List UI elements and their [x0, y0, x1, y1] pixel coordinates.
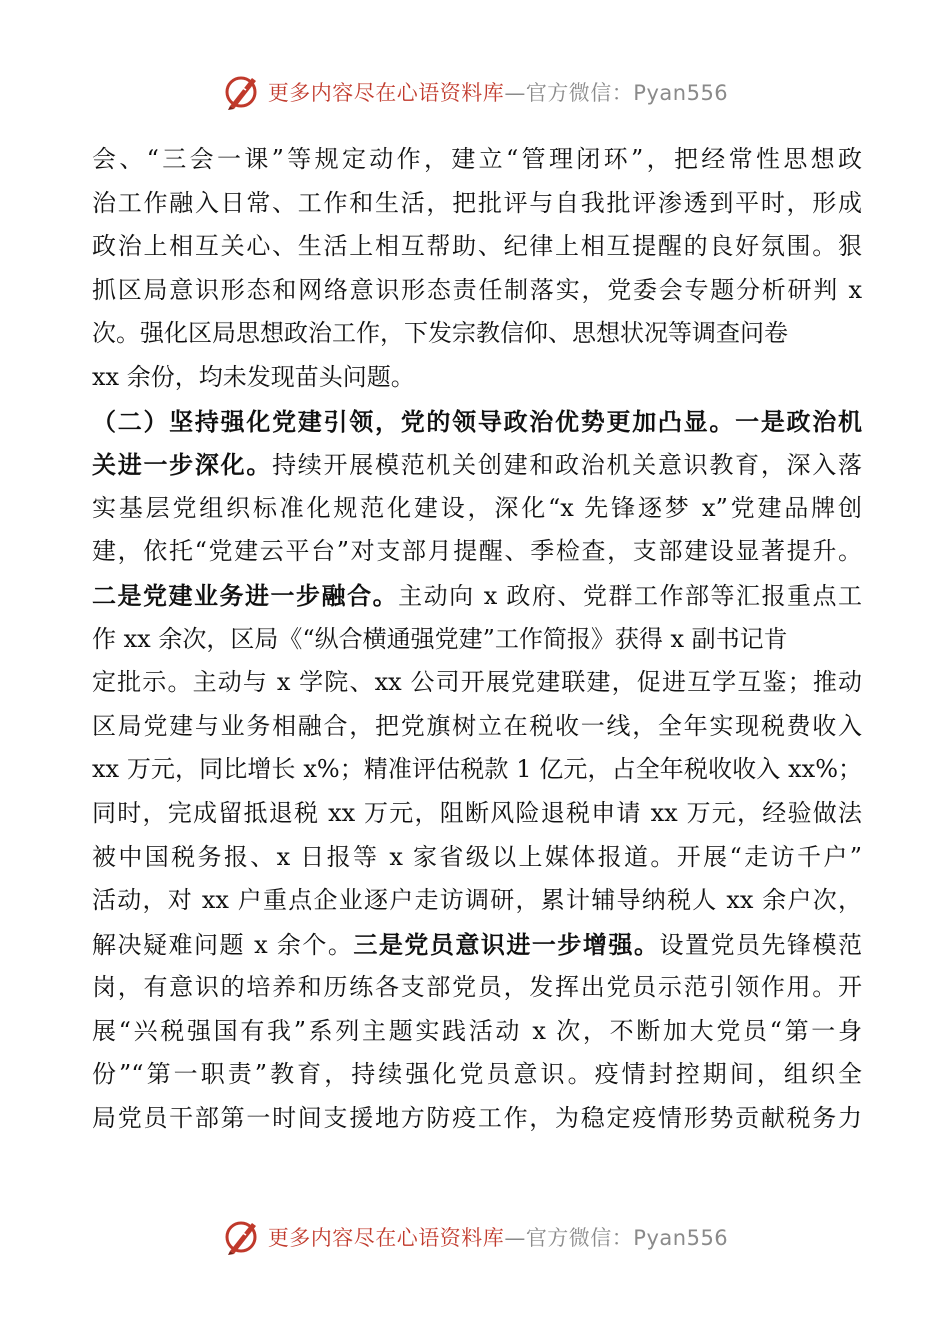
text-segment: xx 万元，同比增长 x%；精准评估税款 1 亿元，占全年税收收入 xx%；: [92, 755, 862, 784]
bold-heading-segment: （二）坚持强化党建引领，党的领导政治优势更加凸显。一是政治机: [92, 406, 862, 436]
watermark-text: 更多内容尽在心语资料库—官方微信：Pyan556: [267, 1226, 729, 1250]
text-line: [92, 966, 862, 1010]
document-body: [92, 138, 862, 1141]
bold-heading-segment: 关进一步深化。: [92, 450, 273, 480]
text-segment: 治工作融入日常、工作和生活，把批评与自我批评渗透到平时，形成: [92, 188, 862, 217]
text-segment: 实基层党组织标准化规范化建设，深化“x 先锋逐梦 x”党建品牌创: [92, 493, 862, 522]
text-segment: 政治上相互关心、生活上相互帮助、纪律上相互提醒的良好氛围。狠: [92, 232, 862, 261]
text-segment: 主动向 x 政府、党群工作部等汇报重点工: [398, 581, 862, 610]
text-segment: 被中国税务报、x 日报等 x 家省级以上媒体报道。开展“走访千户”: [92, 842, 862, 871]
watermark-text: 更多内容尽在心语资料库—官方微信：Pyan556: [267, 81, 729, 105]
text-line: [92, 574, 862, 618]
text-line: [92, 269, 862, 313]
text-segment: xx 余份，均未发现苗头问题。: [92, 362, 415, 391]
text-segment: 作 xx 余次，区局《“纵合横通强党建”工作简报》获得 x 副书记肯: [92, 624, 788, 653]
pen-logo-icon: [222, 72, 262, 112]
text-line: [92, 443, 862, 487]
text-line: [92, 661, 862, 705]
text-line: [92, 1097, 862, 1141]
text-line: [92, 748, 862, 792]
text-line: [92, 705, 862, 749]
text-segment: 会、“三会一课”等规定动作，建立“管理闭环”，把经常性思想政: [92, 145, 862, 173]
text-segment: 岗，有意识的培养和历练各支部党员，发挥出党员示范引领作用。开: [92, 973, 862, 1002]
text-line: [92, 1053, 862, 1097]
bold-heading-segment: 二是党建业务进一步融合。: [92, 580, 399, 610]
bold-heading-segment: 三是党员意识进一步增强。: [353, 929, 660, 959]
text-segment: 持续开展模范机关创建和政治机关意识教育，深入落: [272, 451, 862, 480]
text-line: [92, 225, 862, 269]
pen-logo-icon: [222, 1217, 262, 1257]
text-segment: 次。强化区局思想政治工作，下发宗教信仰、思想状况等调查问卷: [92, 319, 788, 348]
text-line: [92, 923, 862, 967]
text-segment: 份”“第一职责”教育，持续强化党员意识。疫情封控期间，组织全: [92, 1060, 862, 1089]
text-segment: 定批示。主动与 x 学院、xx 公司开展党建联建，促进互学互鉴；推动: [92, 668, 862, 697]
text-line: [92, 400, 862, 444]
text-segment: 局党员干部第一时间支援地方防疫工作，为稳定疫情形势贡献税务力: [92, 1104, 862, 1133]
text-segment: 设置党员先锋模范: [659, 930, 862, 959]
text-line: [92, 792, 862, 836]
text-line: [92, 312, 862, 356]
text-line: [92, 836, 862, 880]
text-segment: 区局党建与业务相融合，把党旗树立在税收一线，全年实现税费收入: [92, 711, 862, 740]
text-line: [92, 530, 862, 574]
text-segment: 建，依托“党建云平台”对支部月提醒、季检查，支部建设显著提升。: [92, 537, 862, 566]
text-line: [92, 618, 862, 662]
footer-watermark: [0, 1215, 950, 1259]
text-segment: 展“兴税强国有我”系列主题实践活动 x 次，不断加大党员“第一身: [92, 1016, 862, 1045]
header-watermark: [0, 70, 950, 114]
text-segment: 活动，对 xx 户重点企业逐户走访调研，累计辅导纳税人 xx 余户次，: [92, 886, 862, 915]
text-line: [92, 487, 862, 531]
text-segment: 抓区局意识形态和网络意识形态责任制落实，党委会专题分析研判 x: [92, 275, 862, 304]
text-line: [92, 182, 862, 226]
text-line: [92, 879, 862, 923]
text-line: [92, 1010, 862, 1054]
text-segment: 同时，完成留抵退税 xx 万元，阻断风险退税申请 xx 万元，经验做法: [92, 798, 862, 827]
text-segment: 解决疑难问题 x 余个。: [92, 930, 354, 959]
text-line: [92, 138, 862, 182]
text-line: [92, 356, 862, 400]
